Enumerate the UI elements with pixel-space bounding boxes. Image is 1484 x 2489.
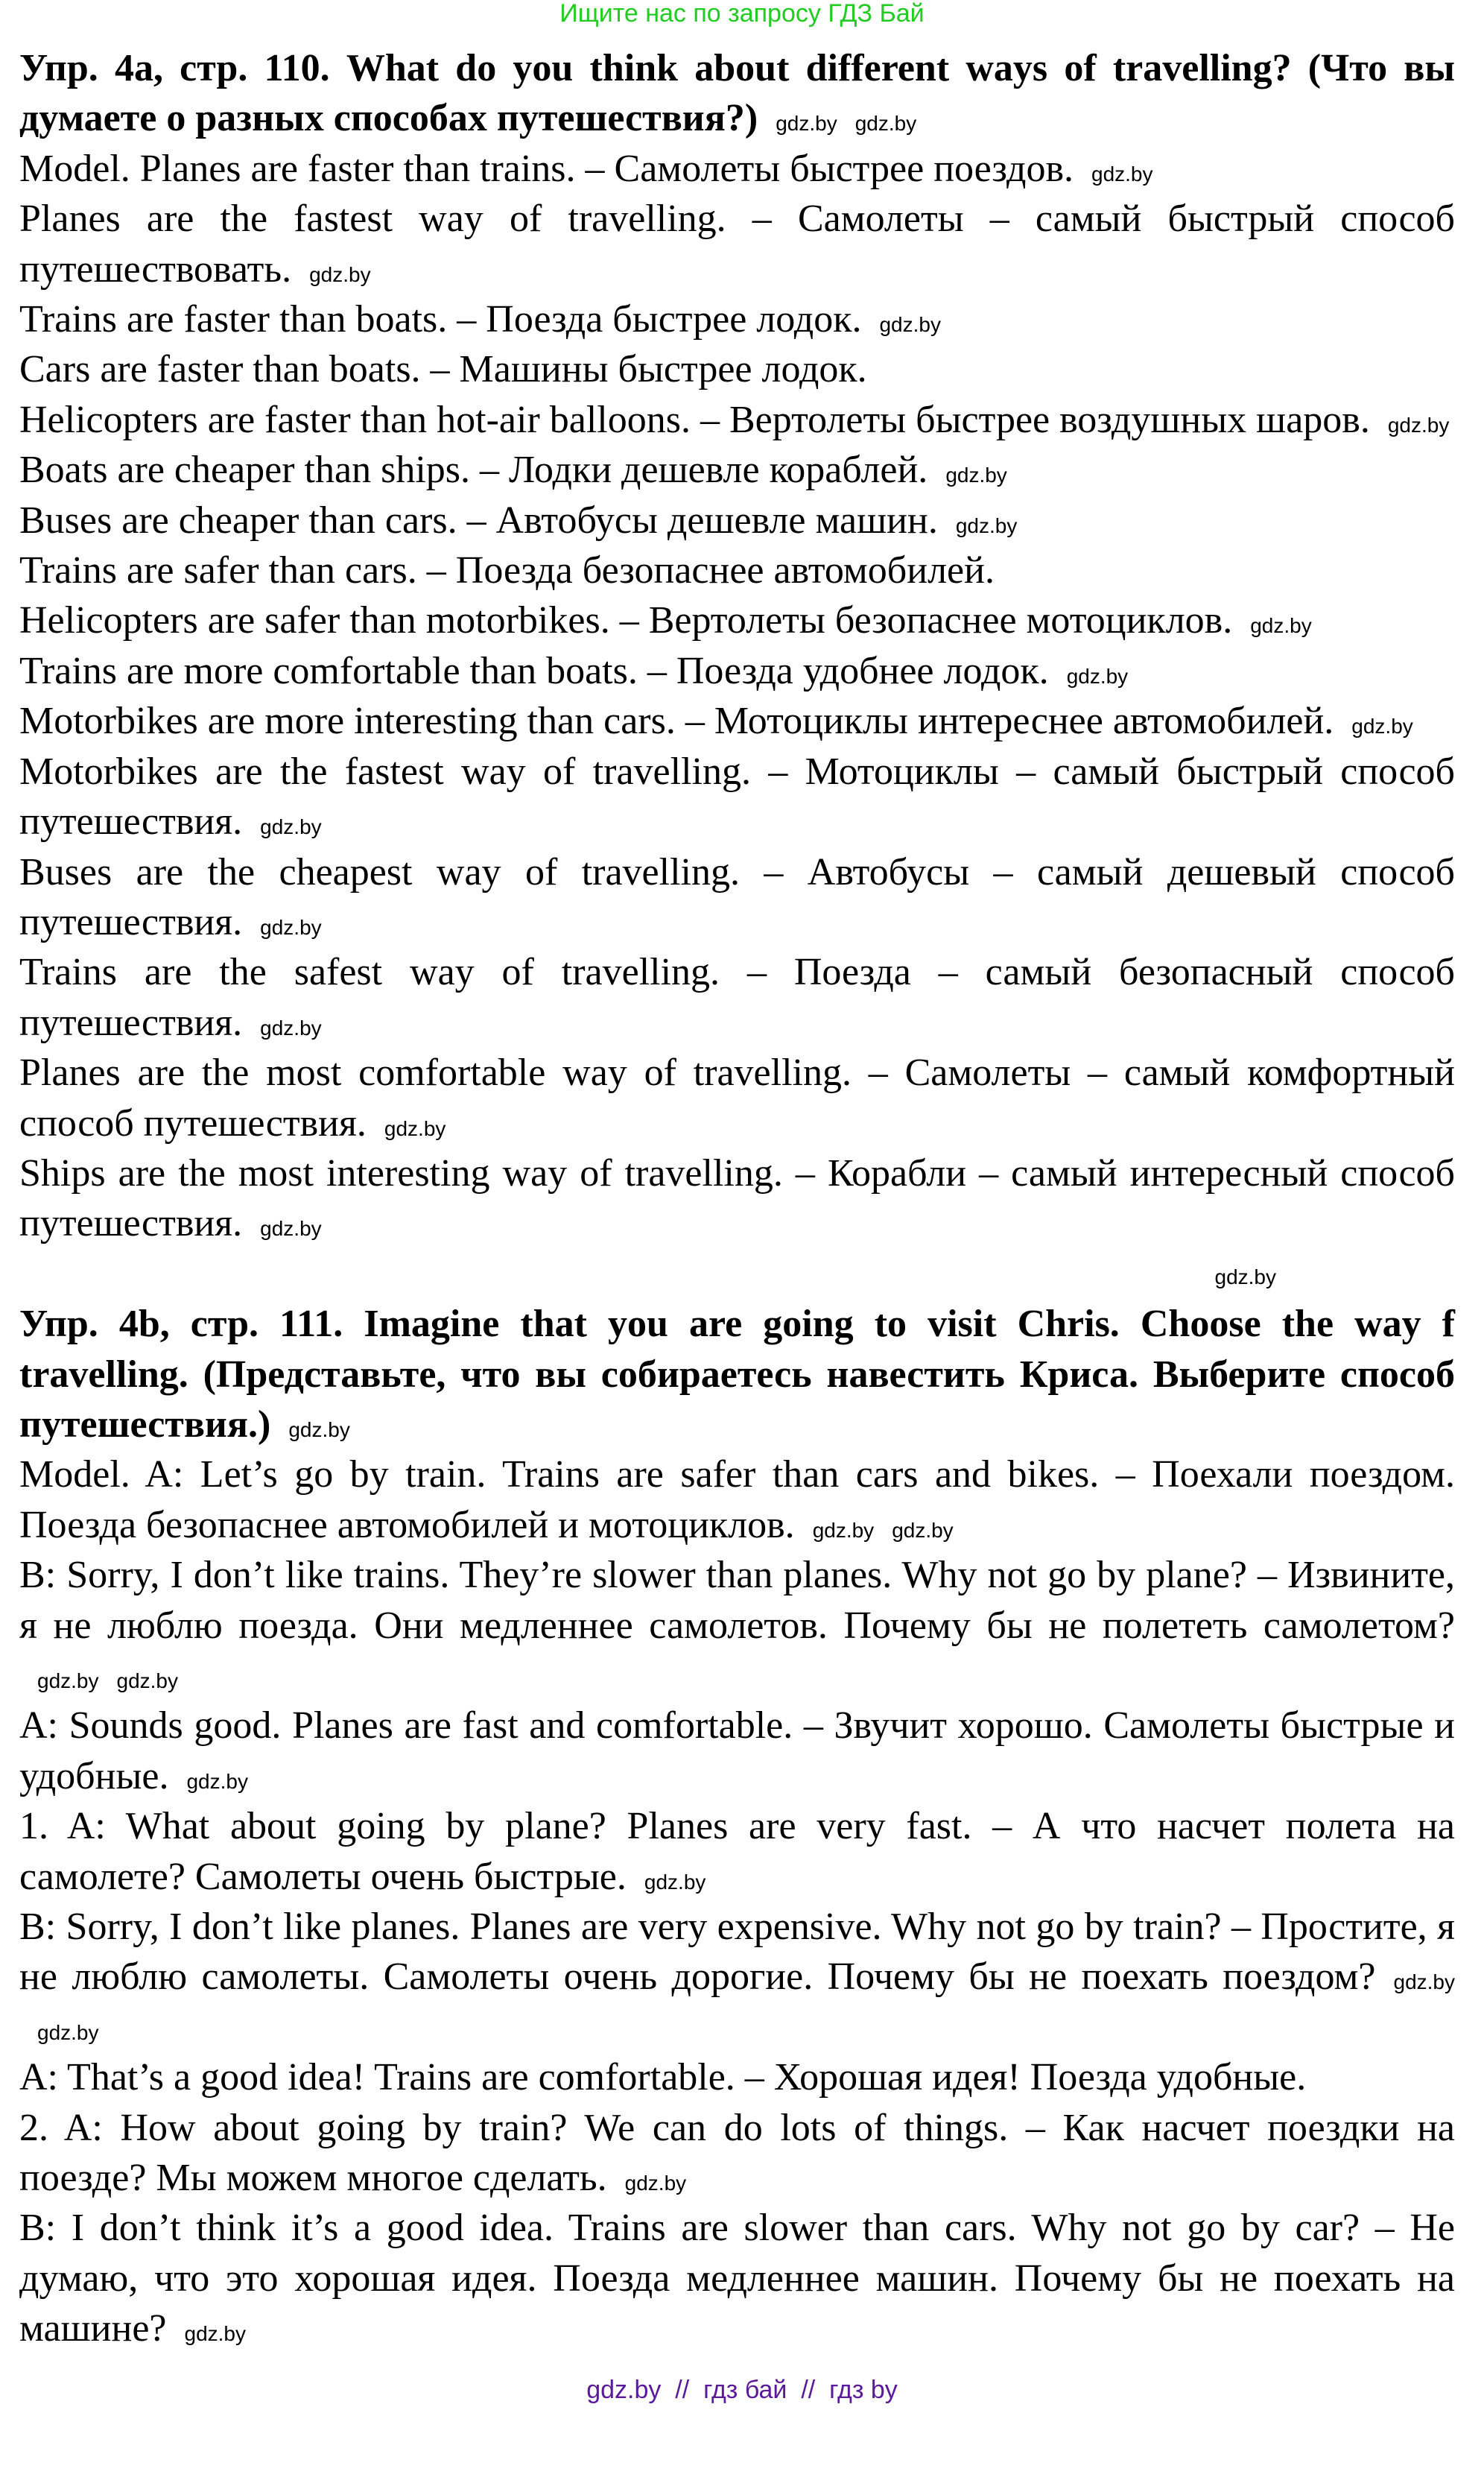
list-item [19, 445, 1455, 495]
list-item-text: A: Sounds good. Planes are fast and comfortable. – Звучит хорошо. Самолеты быстрые и удобные. [19, 1704, 1455, 1797]
list-item-text: Model. A: Let’s go by train. Trains are safer than cars and bikes. – Поехали поездом. Поезда безопаснее автомобилей и мотоциклов. [19, 1453, 1455, 1546]
list-item [19, 1701, 1455, 1801]
list-item-text: A: That’s a good idea! Trains are comfortable. – Хорошая идея! Поезда удобные. [19, 2056, 1307, 2099]
list-item-text: Trains are more comfortable than boats. – Поезда удобнее лодок. [19, 649, 1049, 692]
watermark: gdz.by [186, 1769, 248, 1793]
list-item [19, 947, 1455, 1048]
list-item [19, 496, 1455, 545]
list-item [19, 144, 1455, 194]
list-item [19, 294, 1455, 344]
list-item [19, 847, 1455, 948]
list-item-text: Helicopters are faster than hot-air balloons. – Вертолеты быстрее воздушных шаров. [19, 398, 1370, 441]
section2-title-text: Упр. 4b, стр. 111. Imagine that you are going to visit Chris. Choose the way f travelling. (Представьте, что вы собираетесь навестить Криса. Выберите способ путешествия.) [19, 1303, 1455, 1446]
section2-title [19, 1299, 1455, 1449]
list-item [19, 1550, 1455, 1701]
watermark: gdz.by [184, 2322, 246, 2346]
watermark: gdz.by [260, 815, 322, 839]
watermark: gdz.by [624, 2172, 687, 2195]
list-item-text: Planes are the fastest way of travelling. – Самолеты – самый быстрый способ путешествовать. [19, 197, 1455, 291]
watermark: gdz.by [892, 1518, 954, 1542]
list-item-text: B: Sorry, I don’t like planes. Planes are very expensive. Why not go by train? – Простите, я не люблю самолеты. Самолеты очень дорогие. Почему бы не поехать поездом? [19, 1906, 1455, 1999]
watermark: gdz.by [1393, 1970, 1455, 1994]
watermark: gdz.by [1351, 715, 1413, 739]
list-item-text: Buses are the cheapest way of travelling. – Автобусы – самый дешевый способ путешествия. [19, 850, 1455, 943]
list-item [19, 696, 1455, 746]
watermark: gdz.by [945, 464, 1007, 487]
list-item [19, 1449, 1455, 1550]
watermark: gdz.by [37, 1669, 99, 1692]
list-item-text: Trains are the safest way of travelling. – Поезда – самый безопасный способ путешествия. [19, 951, 1455, 1044]
list-item [19, 395, 1455, 445]
watermark: gdz.by [288, 1417, 350, 1441]
list-item-text: Motorbikes are more interesting than cars. – Мотоциклы интереснее автомобилей. [19, 700, 1334, 743]
site-footer-links[interactable]: gdz.by // гдз бай // гдз by [586, 2375, 898, 2404]
watermark: gdz.by [1250, 614, 1312, 638]
section-spacer [19, 1249, 1455, 1299]
watermark: gdz.by [309, 262, 371, 286]
list-item [19, 2103, 1455, 2204]
list-item-text: B: I don’t think it’s a good idea. Trains are slower than cars. Why not go by car? – Не думаю, что это хорошая идея. Поезда медленнее машин. Почему бы не поехать на машине? [19, 2207, 1455, 2350]
list-item-text: Buses are cheaper than cars. – Автобусы дешевле машин. [19, 499, 938, 542]
watermark: gdz.by [955, 513, 1018, 537]
list-item-text: 2. A: How about going by train? We can do lots of things. – Как насчет поездки на поезде? Мы можем многое сделать. [19, 2106, 1455, 2200]
watermark: gdz.by [116, 1669, 178, 1692]
section1-title [19, 43, 1455, 144]
list-item-text: Ships are the most interesting way of travelling. – Корабли – самый интересный способ путешествия. [19, 1151, 1455, 1245]
list-item-text: Motorbikes are the fastest way of travelling. – Мотоциклы – самый быстрый способ путешествия. [19, 750, 1455, 844]
list-item-text: Planes are the most comfortable way of travelling. – Самолеты – самый комфортный способ путешествия. [19, 1051, 1455, 1145]
watermark: gdz.by [37, 2020, 99, 2044]
list-item [19, 1801, 1455, 1902]
watermark: gdz.by [1091, 162, 1153, 186]
list-item-text: Trains are faster than boats. – Поезда быстрее лодок. [19, 298, 862, 341]
list-item [19, 545, 1455, 595]
site-header-banner: Ищите нас по запросу ГДЗ Бай [559, 0, 925, 28]
watermark: gdz.by [1214, 1265, 1276, 1288]
list-item [19, 646, 1455, 696]
list-item-text: Model. Planes are faster than trains. – Самолеты быстрее поездов. [19, 147, 1074, 190]
watermark: gdz.by [260, 1016, 322, 1040]
list-item [19, 2052, 1455, 2102]
watermark: gdz.by [812, 1518, 875, 1542]
list-item-text: Boats are cheaper than ships. – Лодки дешевле кораблей. [19, 449, 928, 492]
watermark: gdz.by [854, 112, 917, 136]
list-item [19, 747, 1455, 847]
watermark: gdz.by [879, 313, 941, 337]
list-item-text: B: Sorry, I don’t like trains. They’re slower than planes. Why not go by plane? – Извините, я не люблю поезда. Они медленнее самолетов. Почему бы не полететь самолетом? [19, 1554, 1455, 1647]
watermark: gdz.by [644, 1870, 706, 1894]
list-item-text: 1. A: What about going by plane? Planes are very fast. – А что насчет полета на самолете? Самолеты очень быстрые. [19, 1805, 1455, 1898]
list-item [19, 1148, 1455, 1249]
watermark: gdz.by [1066, 664, 1129, 688]
watermark: gdz.by [384, 1116, 446, 1140]
list-item-text: Cars are faster than boats. – Машины быстрее лодок. [19, 348, 867, 391]
list-item [19, 2203, 1455, 2353]
watermark: gdz.by [776, 112, 837, 136]
list-item [19, 194, 1455, 294]
list-item-text: Helicopters are safer than motorbikes. – Вертолеты безопаснее мотоциклов. [19, 599, 1233, 642]
list-item [19, 344, 1455, 394]
watermark: gdz.by [260, 915, 322, 939]
list-item [19, 595, 1455, 645]
watermark: gdz.by [1387, 413, 1450, 437]
document-body [19, 43, 1455, 2354]
list-item [19, 1902, 1455, 2052]
section1-title-text: Упр. 4а, стр. 110. What do you think about different ways of travelling? (Что вы думаете о разных способах путешествия?) [19, 47, 1455, 140]
watermark: gdz.by [260, 1217, 322, 1241]
list-item [19, 1048, 1455, 1148]
list-item-text: Trains are safer than cars. – Поезда безопаснее автомобилей. [19, 549, 995, 592]
